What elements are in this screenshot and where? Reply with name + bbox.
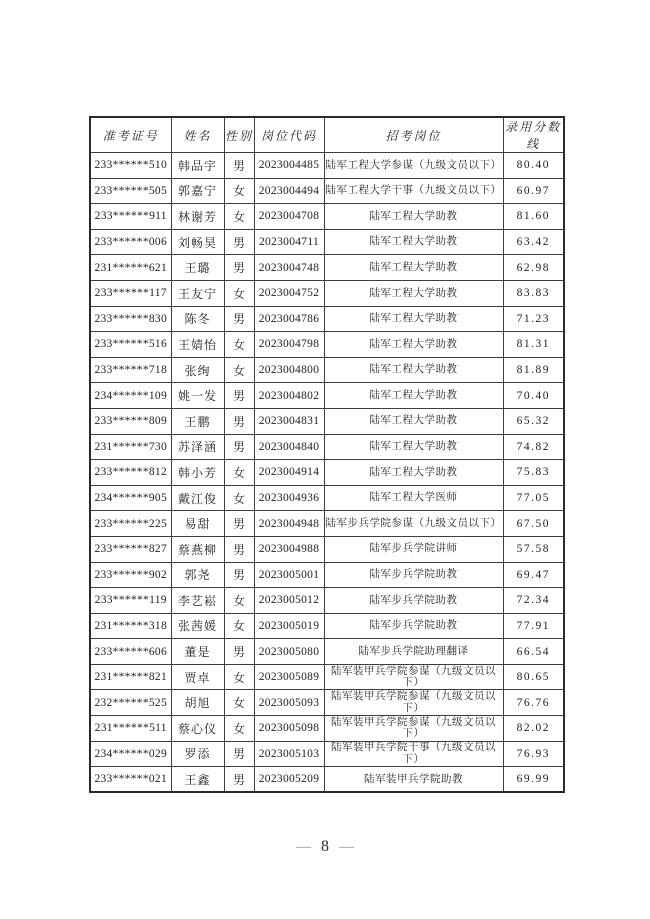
cell-position-code: 2023005001 [254,562,324,588]
cell-gender: 女 [224,204,254,230]
cell-recruitment-position: 陆军装甲兵学院参谋（九级文员以下） [324,690,503,716]
table-row [90,690,564,716]
cell-ticket-number: 233******516 [90,332,171,358]
cell-gender: 男 [224,536,254,562]
cell-name: 陈冬 [171,306,224,332]
column-header-gender: 性别 [224,117,254,153]
cell-score-cutoff: 81.31 [503,332,564,358]
cell-score-cutoff: 77.05 [503,485,564,511]
cell-name: 罗添 [171,741,224,767]
table-row [90,178,564,204]
cell-score-cutoff: 80.65 [503,664,564,690]
cell-gender: 女 [224,357,254,383]
cell-position-code: 2023004936 [254,485,324,511]
cell-gender: 男 [224,741,254,767]
cell-score-cutoff: 69.99 [503,767,564,793]
cell-ticket-number: 231******621 [90,255,171,281]
cell-ticket-number: 234******905 [90,485,171,511]
cell-recruitment-position: 陆军步兵学院讲师 [324,536,503,562]
table-row [90,306,564,332]
table-header-row [90,117,564,153]
cell-position-code: 2023004988 [254,536,324,562]
cell-recruitment-position: 陆军步兵学院助教 [324,562,503,588]
cell-score-cutoff: 70.40 [503,383,564,409]
table-row [90,588,564,614]
cell-gender: 男 [224,153,254,179]
cell-ticket-number: 232******525 [90,690,171,716]
cell-name: 王璐 [171,255,224,281]
cell-position-code: 2023005089 [254,664,324,690]
cell-score-cutoff: 71.23 [503,306,564,332]
results-table-container [89,116,563,793]
cell-ticket-number: 233******902 [90,562,171,588]
cell-name: 戴江俊 [171,485,224,511]
cell-score-cutoff: 60.97 [503,178,564,204]
cell-gender: 男 [224,306,254,332]
cell-gender: 男 [224,562,254,588]
cell-position-code: 2023004802 [254,383,324,409]
cell-position-code: 2023004840 [254,434,324,460]
cell-name: 林谢芳 [171,204,224,230]
table-row [90,485,564,511]
cell-recruitment-position: 陆军工程大学助教 [324,255,503,281]
cell-position-code: 2023005019 [254,613,324,639]
table-row [90,536,564,562]
cell-gender: 女 [224,664,254,690]
cell-ticket-number: 233******505 [90,178,171,204]
cell-name: 蔡燕柳 [171,536,224,562]
cell-score-cutoff: 75.83 [503,460,564,486]
table-row [90,562,564,588]
cell-gender: 男 [224,767,254,793]
cell-ticket-number: 231******318 [90,613,171,639]
cell-position-code: 2023004798 [254,332,324,358]
cell-name: 郭嘉宁 [171,178,224,204]
table-row [90,204,564,230]
cell-gender: 女 [224,485,254,511]
recruitment-results-table [89,116,565,793]
cell-score-cutoff: 81.60 [503,204,564,230]
cell-gender: 男 [224,255,254,281]
footer-left-dash: — [296,839,311,855]
cell-score-cutoff: 67.50 [503,511,564,537]
cell-gender: 女 [224,332,254,358]
cell-score-cutoff: 63.42 [503,229,564,255]
table-row [90,357,564,383]
table-row [90,716,564,742]
cell-recruitment-position: 陆军装甲兵学院干事（九级文员以下） [324,741,503,767]
cell-name: 苏泽涵 [171,434,224,460]
table-row [90,664,564,690]
table-row [90,460,564,486]
cell-gender: 男 [224,383,254,409]
page-number: 8 [321,838,329,855]
cell-ticket-number: 233******119 [90,588,171,614]
cell-name: 张茜媛 [171,613,224,639]
cell-position-code: 2023004800 [254,357,324,383]
cell-position-code: 2023005209 [254,767,324,793]
table-row [90,153,564,179]
cell-ticket-number: 234******029 [90,741,171,767]
cell-name: 贾卓 [171,664,224,690]
cell-ticket-number: 233******021 [90,767,171,793]
cell-ticket-number: 233******911 [90,204,171,230]
cell-name: 王友宁 [171,280,224,306]
cell-recruitment-position: 陆军工程大学助教 [324,204,503,230]
cell-recruitment-position: 陆军工程大学助教 [324,434,503,460]
cell-ticket-number: 233******812 [90,460,171,486]
table-row [90,229,564,255]
cell-score-cutoff: 81.89 [503,357,564,383]
cell-ticket-number: 233******510 [90,153,171,179]
column-header-ticket-number: 准考证号 [90,117,171,153]
cell-name: 刘畅昊 [171,229,224,255]
cell-gender: 男 [224,639,254,665]
cell-ticket-number: 233******606 [90,639,171,665]
cell-recruitment-position: 陆军工程大学助教 [324,280,503,306]
table-row [90,434,564,460]
cell-gender: 女 [224,460,254,486]
cell-recruitment-position: 陆军步兵学院参谋（九级文员以下） [324,511,503,537]
cell-position-code: 2023004708 [254,204,324,230]
cell-gender: 女 [224,613,254,639]
cell-score-cutoff: 69.47 [503,562,564,588]
cell-recruitment-position: 陆军工程大学参谋（九级文员以下） [324,153,503,179]
table-row [90,383,564,409]
cell-name: 韩小芳 [171,460,224,486]
cell-gender: 女 [224,178,254,204]
cell-name: 姚一发 [171,383,224,409]
cell-position-code: 2023004752 [254,280,324,306]
cell-ticket-number: 233******830 [90,306,171,332]
cell-recruitment-position: 陆军装甲兵学院参谋（九级文员以下） [324,664,503,690]
cell-ticket-number: 233******006 [90,229,171,255]
cell-gender: 男 [224,511,254,537]
column-header-name: 姓名 [171,117,224,153]
table-row [90,639,564,665]
cell-ticket-number: 231******821 [90,664,171,690]
cell-ticket-number: 233******117 [90,280,171,306]
table-row [90,741,564,767]
cell-name: 蔡心仪 [171,716,224,742]
cell-position-code: 2023004786 [254,306,324,332]
cell-gender: 男 [224,229,254,255]
cell-position-code: 2023005103 [254,741,324,767]
cell-position-code: 2023005012 [254,588,324,614]
cell-gender: 女 [224,588,254,614]
cell-ticket-number: 233******718 [90,357,171,383]
table-row [90,767,564,793]
cell-recruitment-position: 陆军装甲兵学院助教 [324,767,503,793]
cell-score-cutoff: 82.02 [503,716,564,742]
cell-position-code: 2023004711 [254,229,324,255]
cell-position-code: 2023005093 [254,690,324,716]
cell-name: 王婧怡 [171,332,224,358]
cell-position-code: 2023005080 [254,639,324,665]
cell-score-cutoff: 74.82 [503,434,564,460]
cell-recruitment-position: 陆军工程大学干事（九级文员以下） [324,178,503,204]
cell-position-code: 2023004914 [254,460,324,486]
cell-name: 郭尧 [171,562,224,588]
cell-name: 胡旭 [171,690,224,716]
cell-recruitment-position: 陆军工程大学助教 [324,306,503,332]
cell-name: 韩品宇 [171,153,224,179]
column-header-score-cutoff: 录用分数线 [503,117,564,153]
cell-recruitment-position: 陆军工程大学助教 [324,460,503,486]
table-row [90,280,564,306]
table-row [90,332,564,358]
column-header-recruitment-position: 招考岗位 [324,117,503,153]
cell-recruitment-position: 陆军工程大学助教 [324,357,503,383]
cell-recruitment-position: 陆军工程大学医师 [324,485,503,511]
cell-recruitment-position: 陆军步兵学院助教 [324,613,503,639]
cell-recruitment-position: 陆军装甲兵学院参谋（九级文员以下） [324,716,503,742]
cell-ticket-number: 231******511 [90,716,171,742]
table-row [90,613,564,639]
footer-right-dash: — [339,839,354,855]
cell-recruitment-position: 陆军工程大学助教 [324,383,503,409]
cell-recruitment-position: 陆军工程大学助教 [324,408,503,434]
cell-name: 李艺崧 [171,588,224,614]
cell-gender: 女 [224,280,254,306]
cell-score-cutoff: 77.91 [503,613,564,639]
cell-ticket-number: 233******225 [90,511,171,537]
cell-gender: 男 [224,434,254,460]
cell-position-code: 2023004494 [254,178,324,204]
cell-name: 王鹏 [171,408,224,434]
column-header-position-code: 岗位代码 [254,117,324,153]
cell-gender: 女 [224,716,254,742]
cell-name: 王鑫 [171,767,224,793]
cell-recruitment-position: 陆军步兵学院助教 [324,588,503,614]
cell-score-cutoff: 76.93 [503,741,564,767]
cell-position-code: 2023004485 [254,153,324,179]
cell-score-cutoff: 65.32 [503,408,564,434]
cell-ticket-number: 233******809 [90,408,171,434]
cell-score-cutoff: 76.76 [503,690,564,716]
cell-score-cutoff: 66.54 [503,639,564,665]
cell-score-cutoff: 62.98 [503,255,564,281]
cell-position-code: 2023004748 [254,255,324,281]
cell-name: 董是 [171,639,224,665]
cell-score-cutoff: 57.58 [503,536,564,562]
cell-recruitment-position: 陆军工程大学助教 [324,229,503,255]
page-footer [0,838,650,856]
cell-score-cutoff: 83.83 [503,280,564,306]
cell-recruitment-position: 陆军步兵学院助理翻译 [324,639,503,665]
cell-name: 易甜 [171,511,224,537]
cell-ticket-number: 231******730 [90,434,171,460]
cell-score-cutoff: 80.40 [503,153,564,179]
table-row [90,511,564,537]
cell-name: 张绚 [171,357,224,383]
cell-ticket-number: 234******109 [90,383,171,409]
cell-recruitment-position: 陆军工程大学助教 [324,332,503,358]
cell-gender: 男 [224,408,254,434]
cell-gender: 女 [224,690,254,716]
table-row [90,408,564,434]
table-row [90,255,564,281]
cell-score-cutoff: 72.34 [503,588,564,614]
cell-position-code: 2023005098 [254,716,324,742]
cell-position-code: 2023004948 [254,511,324,537]
cell-position-code: 2023004831 [254,408,324,434]
cell-ticket-number: 233******827 [90,536,171,562]
